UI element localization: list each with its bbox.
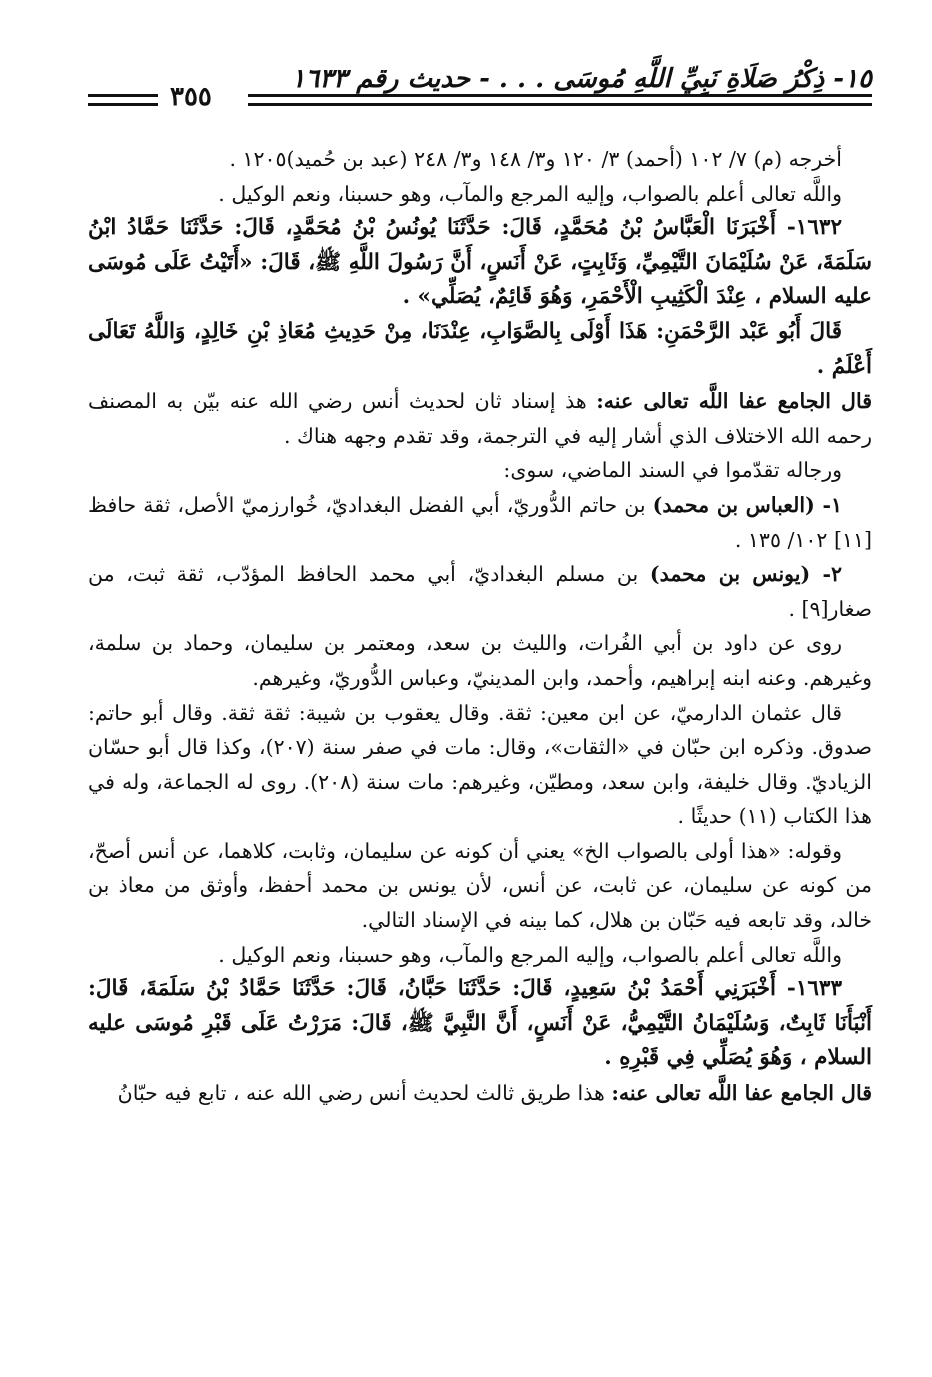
narrator-2: ٢- (يونس بن محمد) بن مسلم البغداديّ، أبي محمد الحافظ المؤدّب، ثقة ثبت، من صغار[٩] . bbox=[88, 562, 872, 621]
hadith-1633: ١٦٣٣- أَخْبَرَنِي أَحْمَدُ بْنُ سَعِيدٍ، قَالَ: حَدَّثَنَا حَبَّانُ، قَالَ: حَدَّثَنَا حَمَّادُ بْنُ سَلَمَةَ، قَالَ: أَنْبَأَنَا ثَابِتٌ، وَسُلَيْمَانُ التَّيْمِيُّ، عَنْ أَنَسٍ، أَنَّ النَّبِيَّ ﷺ، قَالَ: مَرَرْتُ عَلَى قَبْرِ مُوسَى عليه السلام ، وَهُوَ يُصَلِّي فِي قَبْرِهِ . bbox=[88, 976, 872, 1071]
author-comment: قَالَ أَبُو عَبْد الرَّحْمَنِ: هَذَا أَوْلَى بِالصَّوَابِ، عِنْدَنَا، مِنْ حَدِيثِ مُعَاذِ بْنِ خَالِدٍ، وَاللَّهُ تَعَالَى أَعْلَمُ . bbox=[88, 318, 872, 379]
paragraph-commentary-1: قال الجامع عفا اللَّه تعالى عنه: هذ إسناد ثان لحديث أنس رضي الله عنه بيّن به المصنف رحمه الله الاختلاف الذي أشار إليه في الترجمة، وقد تقدم وجهه هناك . bbox=[88, 389, 872, 448]
header-rule-left bbox=[88, 94, 158, 106]
narrator-1: ١- (العباس بن محمد) بن حاتم الدُّوريّ، أبي الفضل البغداديّ، خُوارزميّ الأصل، ثقة حافظ [١١] ١٠٢/ ١٣٥ . bbox=[88, 492, 872, 552]
paragraph-narrators-intro: ورجاله تقدّموا في السند الماضي، سوى: bbox=[503, 458, 842, 483]
paragraph-commentary-2: قال الجامع عفا اللَّه تعالى عنه: هذا طريق ثالث لحديث أنس رضي الله عنه ، تابع فيه حبّانُ bbox=[117, 1081, 872, 1106]
paragraph-narrations: روى عن داود بن أبي الفُرات، والليث بن سعد، ومعتمر بن سليمان، وحماد بن سلمة، وغيرهم. وعنه ابنه إبراهيم، وأحمد، وابن المدينيّ، وعباس الدُّوريّ، وغيرهم. bbox=[88, 631, 872, 690]
paragraph-grading: قال عثمان الدارميّ، عن ابن معين: ثقة. وقال يعقوب بن شيبة: ثقة ثقة. وقال أبو حاتم: صدوق. وذكره ابن حبّان في «الثقات»، وقال: مات في صفر سنة (٢٠٧)، وكذا قال أبو حسّان الزياديّ. وقال خليفة، وابن سعد، ومطيّن، وغيرهم: مات سنة (٢٠٨). روى له الجماعة، وله في هذا الكتاب (١١) حديثًا . bbox=[88, 700, 872, 829]
paragraph-closing-formula: واللَّه تعالى أعلم بالصواب، وإليه المرجع والمآب، وهو حسبنا، ونعم الوكيل . bbox=[218, 181, 842, 206]
paragraph-takhrij: أخرجه (م) ٧/ ١٠٢ (أحمد) ٣/ ١٢٠ و٣/ ١٤٨ و٣/ ٢٤٨ (عبد بن حُميد)١٢٠٥ . bbox=[229, 147, 842, 171]
page-number: ٣٥٥ bbox=[160, 82, 222, 112]
running-title: ١٥- ذِكْرُ صَلَاةِ نَبِيِّ اللَّهِ مُوسَى . . . - حديث رقم ١٦٣٣ bbox=[291, 64, 872, 94]
paragraph-lead: قال الجامع عفا اللَّه تعالى عنه: bbox=[611, 1081, 872, 1106]
hadith-1632: ١٦٣٢- أَخْبَرَنَا الْعَبَّاسُ بْنُ مُحَمَّدٍ، قَالَ: حَدَّثَنَا يُونُسُ بْنُ مُحَمَّدٍ، قَالَ: حَدَّثَنَا حَمَّادُ ابْنُ سَلَمَةَ، عَنْ سُلَيْمَانَ التَّيْمِيِّ، وَثَابِتٍ، عَنْ أَنَسٍ، أَنَّ رَسُولَ اللَّهِ ﷺ، قَالَ: «أَتَيْتُ عَلَى مُوسَى عليه السلام ، عِنْدَ الْكَثِيبِ الْأَحْمَرِ، وَهُوَ قَائِمٌ، يُصَلِّي» . bbox=[88, 215, 872, 310]
paragraph-lead: قال الجامع عفا اللَّه تعالى عنه: bbox=[596, 389, 872, 414]
paragraph-explanation: وقوله: «هذا أولى بالصواب الخ» يعني أن كونه عن سليمان، وثابت، كلاهما، عن أنس أصحّ، من كونه عن سليمان، عن ثابت، عن أنس، لأن يونس بن محمد أحفظ، وأوثق من معاذ بن خالد، وقد تابعه فيه حَبّان بن هلال، كما بينه في الإسناد التالي. bbox=[88, 838, 872, 933]
paragraph-lead: ١- (العباس بن محمد) bbox=[652, 492, 842, 517]
header-rule-main bbox=[248, 94, 872, 106]
page-body bbox=[88, 142, 872, 1111]
paragraph-closing-formula-2: واللَّه تعالى أعلم بالصواب، وإليه المرجع والمآب، وهو حسبنا، ونعم الوكيل . bbox=[218, 942, 842, 967]
paragraph-lead: ٢- (يونس بن محمد) bbox=[649, 562, 842, 587]
page-header bbox=[88, 58, 872, 120]
